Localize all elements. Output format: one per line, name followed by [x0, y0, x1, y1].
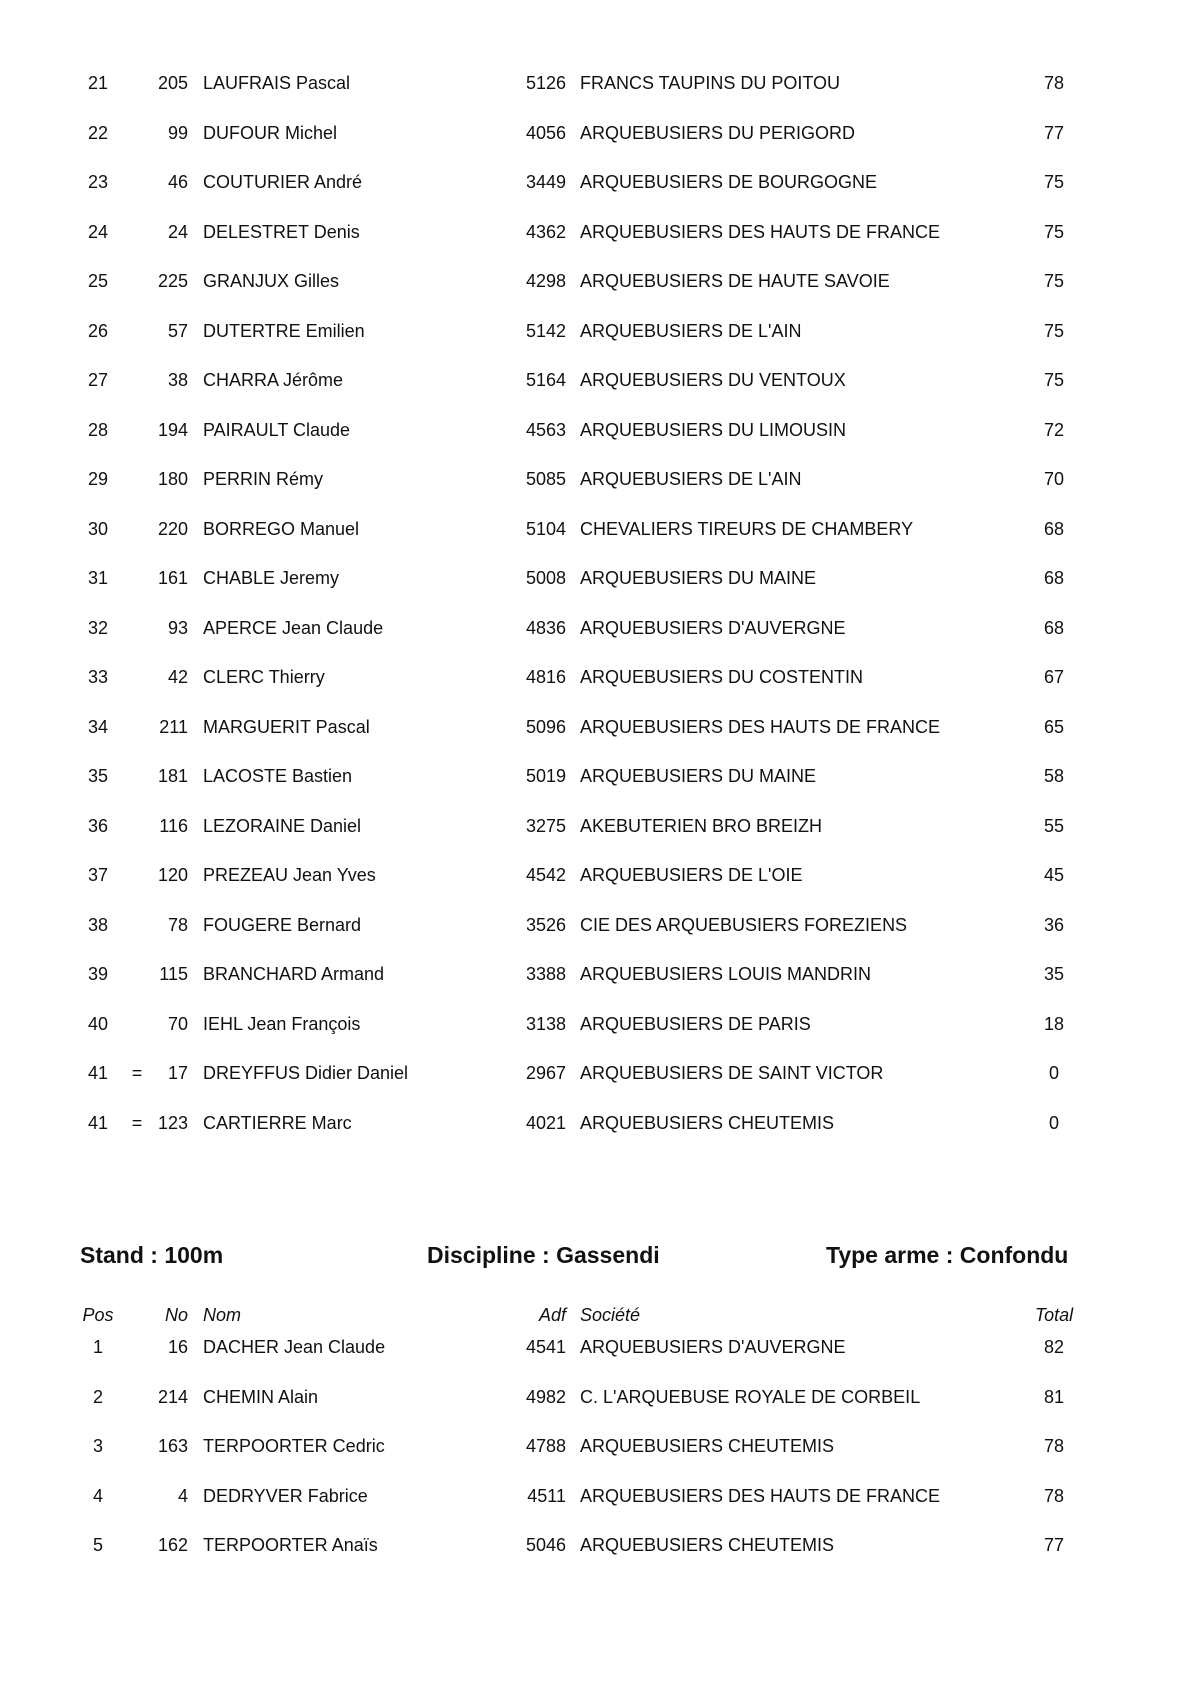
cell-pos: 26 [87, 320, 109, 341]
table-row [0, 518, 1190, 568]
cell-adf: 2967 [525, 1063, 566, 1083]
cell-nom: CHABLE Jeremy [203, 568, 340, 588]
cell-pos: 24 [87, 221, 109, 242]
cell-no: 205 [157, 73, 188, 93]
cell-nom: TERPOORTER Cedric [203, 1436, 385, 1456]
cell-adf: 5142 [525, 320, 566, 341]
cell-pos: 35 [87, 766, 109, 786]
cell-pos: 28 [87, 419, 109, 440]
cell-adf: 4816 [525, 667, 566, 687]
cell-tie: = [131, 1112, 143, 1133]
cell-societe: FRANCS TAUPINS DU POITOU [580, 73, 841, 93]
table-row [0, 716, 1190, 766]
cell-nom: LEZORAINE Daniel [203, 815, 362, 836]
cell-pos: 33 [87, 667, 109, 687]
cell-nom: CARTIERRE Marc [203, 1112, 352, 1133]
discipline-label: Discipline : Gassendi [427, 1242, 660, 1268]
cell-total: 68 [1043, 568, 1065, 588]
table-row [0, 1435, 1190, 1485]
cell-nom: CHEMIN Alain [203, 1386, 319, 1407]
cell-societe: ARQUEBUSIERS CHEUTEMIS [580, 1535, 835, 1555]
cell-adf: 4563 [525, 419, 566, 440]
cell-pos: 39 [87, 964, 109, 984]
cell-tie: = [131, 1063, 143, 1083]
table-row [0, 1013, 1190, 1063]
cell-no: 99 [167, 122, 188, 143]
cell-societe: ARQUEBUSIERS DES HAUTS DE FRANCE [580, 1485, 941, 1506]
cell-societe: ARQUEBUSIERS DU PERIGORD [580, 122, 856, 143]
cell-societe: ARQUEBUSIERS D'AUVERGNE [580, 617, 846, 638]
header-pos: Pos [82, 1305, 114, 1325]
cell-pos: 32 [87, 617, 109, 638]
cell-adf: 5008 [525, 568, 566, 588]
cell-nom: PREZEAU Jean Yves [203, 865, 376, 885]
cell-no: 161 [157, 568, 188, 588]
cell-adf: 5096 [525, 716, 566, 737]
cell-pos: 21 [87, 73, 109, 93]
cell-total: 45 [1043, 865, 1065, 885]
cell-nom: DEDRYVER Fabrice [203, 1485, 368, 1506]
stand-label: Stand : 100m [80, 1242, 224, 1268]
cell-total: 67 [1043, 667, 1065, 687]
cell-societe: ARQUEBUSIERS DE L'AIN [580, 320, 802, 341]
cell-societe: ARQUEBUSIERS DES HAUTS DE FRANCE [580, 716, 941, 737]
cell-nom: PAIRAULT Claude [203, 419, 351, 440]
cell-nom: LAUFRAIS Pascal [203, 73, 351, 93]
cell-societe: ARQUEBUSIERS LOUIS MANDRIN [580, 964, 872, 984]
header-no: No [164, 1305, 188, 1325]
cell-adf: 3449 [525, 172, 566, 192]
cell-no: 17 [167, 1063, 188, 1083]
cell-nom: DELESTRET Denis [203, 221, 360, 242]
cell-no: 181 [157, 766, 188, 786]
cell-nom: DREYFFUS Didier Daniel [203, 1063, 409, 1083]
cell-total: 75 [1043, 221, 1065, 242]
cell-total: 55 [1043, 815, 1065, 836]
table-row [0, 1386, 1190, 1436]
cell-no: 46 [167, 172, 188, 192]
cell-nom: CHARRA Jérôme [203, 370, 344, 390]
cell-societe: CIE DES ARQUEBUSIERS FOREZIENS [580, 914, 908, 935]
cell-societe: CHEVALIERS TIREURS DE CHAMBERY [580, 518, 914, 539]
cell-nom: PERRIN Rémy [203, 469, 324, 489]
cell-societe: ARQUEBUSIERS DE PARIS [580, 1013, 811, 1034]
table-row [0, 1062, 1190, 1112]
cell-no: 123 [157, 1112, 188, 1133]
cell-nom: APERCE Jean Claude [203, 617, 384, 638]
cell-societe: C. L'ARQUEBUSE ROYALE DE CORBEIL [580, 1386, 921, 1407]
table-row [0, 72, 1190, 122]
table-row [0, 122, 1190, 172]
cell-adf: 3275 [525, 815, 566, 836]
cell-total: 75 [1043, 172, 1065, 192]
cell-no: 180 [157, 469, 188, 489]
cell-total: 78 [1043, 1485, 1065, 1506]
cell-adf: 4982 [525, 1386, 566, 1407]
cell-nom: DUFOUR Michel [203, 122, 338, 143]
cell-societe: ARQUEBUSIERS DE L'OIE [580, 865, 803, 885]
cell-pos: 34 [87, 716, 109, 737]
cell-adf: 4021 [525, 1112, 566, 1133]
cell-no: 93 [167, 617, 188, 638]
cell-total: 78 [1043, 1436, 1065, 1456]
cell-adf: 3388 [525, 964, 566, 984]
cell-nom: GRANJUX Gilles [203, 271, 340, 291]
header-societe: Société [580, 1305, 641, 1325]
cell-pos: 40 [87, 1013, 109, 1034]
cell-total: 18 [1043, 1013, 1065, 1034]
cell-adf: 4836 [525, 617, 566, 638]
cell-no: 214 [157, 1386, 188, 1407]
cell-adf: 5104 [525, 518, 566, 539]
cell-total: 0 [1048, 1063, 1059, 1083]
cell-no: 163 [157, 1436, 188, 1456]
cell-societe: AKEBUTERIEN BRO BREIZH [580, 815, 823, 836]
cell-total: 75 [1043, 271, 1065, 291]
cell-pos: 27 [87, 370, 109, 390]
cell-adf: 4541 [525, 1337, 566, 1357]
cell-nom: DUTERTRE Emilien [203, 320, 365, 341]
cell-total: 77 [1043, 1535, 1065, 1555]
cell-total: 35 [1043, 964, 1065, 984]
table-row [0, 1336, 1190, 1386]
cell-adf: 4298 [525, 271, 566, 291]
cell-no: 38 [167, 370, 188, 390]
cell-no: 78 [167, 914, 188, 935]
cell-no: 116 [159, 815, 188, 836]
table-row [0, 221, 1190, 271]
cell-pos: 2 [92, 1386, 103, 1407]
cell-adf: 5126 [525, 73, 566, 93]
cell-nom: BRANCHARD Armand [203, 964, 385, 984]
cell-pos: 38 [87, 914, 109, 935]
table-row [0, 1485, 1190, 1535]
cell-total: 0 [1048, 1112, 1059, 1133]
cell-adf: 5164 [525, 370, 566, 390]
cell-societe: ARQUEBUSIERS DE SAINT VICTOR [580, 1063, 884, 1083]
cell-no: 162 [157, 1535, 188, 1555]
cell-societe: ARQUEBUSIERS DE HAUTE SAVOIE [580, 271, 890, 291]
cell-no: 24 [167, 221, 188, 242]
cell-adf: 4511 [527, 1485, 566, 1506]
cell-societe: ARQUEBUSIERS D'AUVERGNE [580, 1337, 846, 1357]
table-row [0, 419, 1190, 469]
table-row [0, 617, 1190, 667]
cell-total: 68 [1043, 617, 1065, 638]
table-row [0, 567, 1190, 617]
cell-nom: COUTURIER André [203, 172, 363, 192]
cell-societe: ARQUEBUSIERS DES HAUTS DE FRANCE [580, 221, 941, 242]
cell-no: 194 [157, 419, 188, 440]
cell-nom: DACHER Jean Claude [203, 1337, 386, 1357]
table-row [0, 1112, 1190, 1162]
cell-societe: ARQUEBUSIERS DU COSTENTIN [580, 667, 864, 687]
cell-pos: 41 [87, 1063, 109, 1083]
cell-adf: 4788 [525, 1436, 566, 1456]
header-total: Total [1034, 1305, 1074, 1325]
cell-total: 70 [1043, 469, 1065, 489]
cell-no: 220 [157, 518, 188, 539]
table-row [0, 963, 1190, 1013]
cell-nom: FOUGERE Bernard [203, 914, 362, 935]
cell-no: 70 [167, 1013, 188, 1034]
cell-pos: 4 [92, 1485, 103, 1506]
cell-societe: ARQUEBUSIERS DU MAINE [580, 766, 817, 786]
cell-pos: 5 [92, 1535, 103, 1555]
cell-total: 78 [1043, 73, 1065, 93]
cell-pos: 25 [87, 271, 109, 291]
cell-total: 72 [1043, 419, 1065, 440]
table-row [0, 320, 1190, 370]
cell-pos: 41 [87, 1112, 109, 1133]
cell-adf: 5085 [525, 469, 566, 489]
cell-adf: 5019 [525, 766, 566, 786]
cell-societe: ARQUEBUSIERS DU LIMOUSIN [580, 419, 847, 440]
table-row [0, 171, 1190, 221]
cell-pos: 31 [87, 568, 109, 588]
cell-adf: 4542 [525, 865, 566, 885]
cell-adf: 5046 [525, 1535, 566, 1555]
cell-total: 75 [1043, 320, 1065, 341]
cell-nom: CLERC Thierry [203, 667, 325, 687]
table-row [0, 1534, 1190, 1584]
cell-pos: 22 [87, 122, 109, 143]
cell-adf: 4362 [525, 221, 566, 242]
cell-total: 58 [1043, 766, 1065, 786]
table-row [0, 864, 1190, 914]
cell-total: 68 [1043, 518, 1065, 539]
table-row [0, 914, 1190, 964]
cell-societe: ARQUEBUSIERS DE L'AIN [580, 469, 802, 489]
table-row [0, 666, 1190, 716]
cell-no: 211 [159, 716, 188, 737]
table-row [0, 765, 1190, 815]
cell-total: 77 [1043, 122, 1065, 143]
cell-nom: BORREGO Manuel [203, 518, 360, 539]
cell-societe: ARQUEBUSIERS CHEUTEMIS [580, 1436, 835, 1456]
cell-total: 36 [1043, 914, 1065, 935]
cell-no: 57 [167, 320, 188, 341]
table-row [0, 270, 1190, 320]
cell-adf: 3138 [525, 1013, 566, 1034]
cell-no: 4 [177, 1485, 188, 1506]
cell-no: 42 [167, 667, 188, 687]
table-row [0, 468, 1190, 518]
results-table-gassendi [0, 1336, 1190, 1584]
cell-no: 225 [157, 271, 188, 291]
cell-no: 16 [167, 1337, 188, 1357]
results-table-continued [0, 72, 1190, 1161]
cell-total: 81 [1043, 1386, 1065, 1407]
cell-pos: 37 [87, 865, 109, 885]
cell-pos: 1 [92, 1337, 103, 1357]
table-row [0, 369, 1190, 419]
cell-pos: 30 [87, 518, 109, 539]
cell-adf: 3526 [525, 914, 566, 935]
header-nom: Nom [203, 1305, 242, 1325]
column-headers [0, 1305, 1190, 1329]
cell-pos: 3 [92, 1436, 103, 1456]
cell-nom: LACOSTE Bastien [203, 766, 353, 786]
section-header [0, 1242, 1190, 1276]
weapon-type-label: Type arme : Confondu [826, 1242, 1069, 1268]
cell-nom: IEHL Jean François [203, 1013, 361, 1034]
cell-adf: 4056 [525, 122, 566, 143]
cell-total: 65 [1043, 716, 1065, 737]
cell-pos: 29 [87, 469, 109, 489]
cell-total: 75 [1043, 370, 1065, 390]
header-adf: Adf [538, 1305, 566, 1325]
cell-no: 115 [159, 964, 188, 984]
cell-no: 120 [157, 865, 188, 885]
cell-societe: ARQUEBUSIERS CHEUTEMIS [580, 1112, 835, 1133]
table-row [0, 815, 1190, 865]
cell-pos: 23 [87, 172, 109, 192]
cell-pos: 36 [87, 815, 109, 836]
cell-nom: MARGUERIT Pascal [203, 716, 370, 737]
cell-societe: ARQUEBUSIERS DU MAINE [580, 568, 817, 588]
cell-societe: ARQUEBUSIERS DU VENTOUX [580, 370, 846, 390]
cell-societe: ARQUEBUSIERS DE BOURGOGNE [580, 172, 878, 192]
cell-total: 82 [1043, 1337, 1065, 1357]
cell-nom: TERPOORTER Anaïs [203, 1535, 378, 1555]
